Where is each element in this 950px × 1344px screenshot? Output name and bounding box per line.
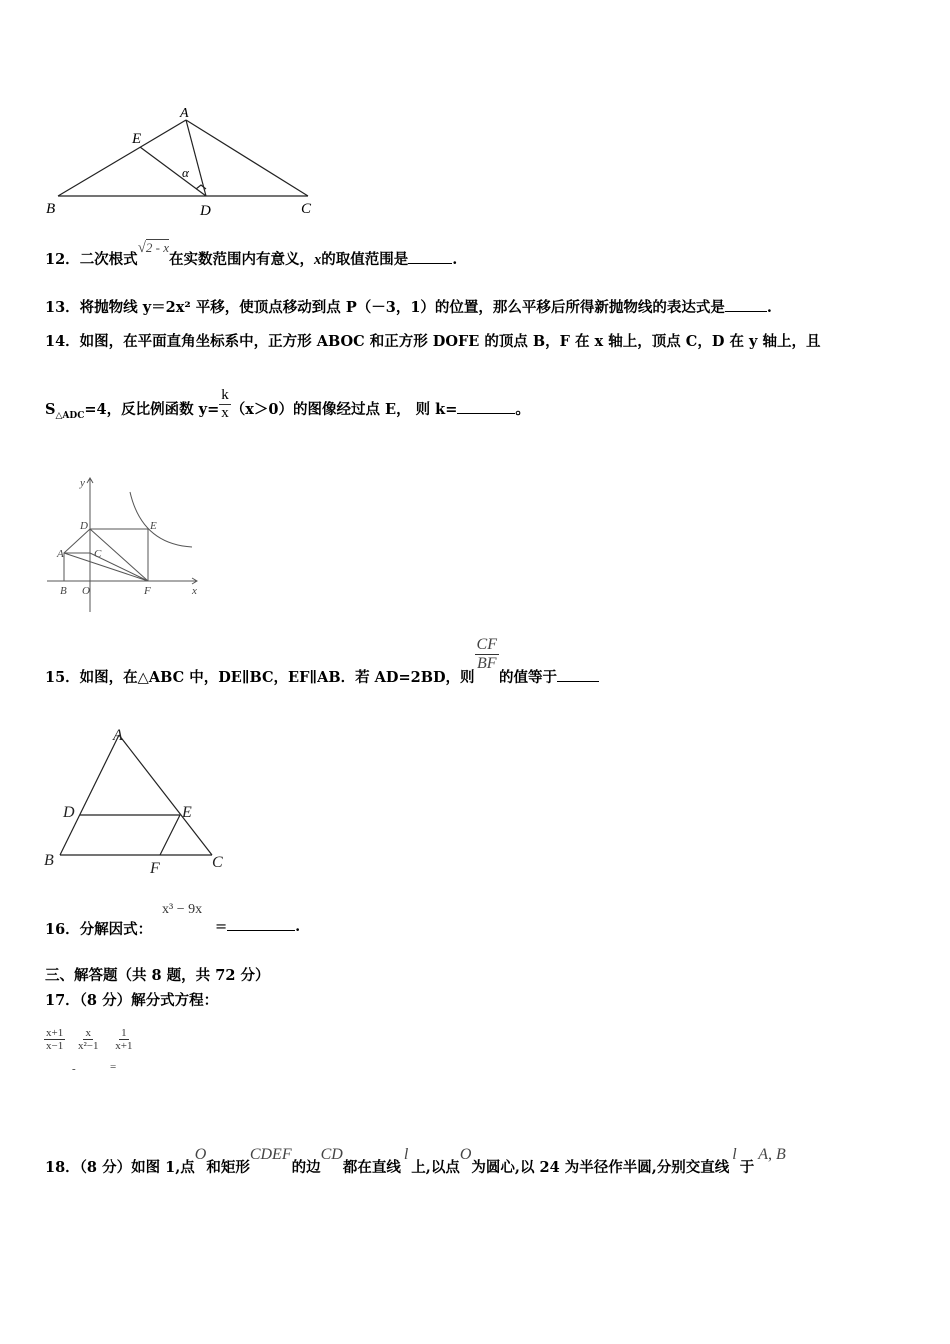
label-O: O bbox=[82, 585, 90, 597]
label-E: E bbox=[150, 520, 157, 532]
question-13: 13．将抛物线 y＝2x² 平移，使顶点移动到点 P（－3，1）的位置，那么平移后所得新抛物线的表达式是 . bbox=[45, 299, 772, 316]
question-15: 15．如图，在△ABC 中，DE∥BC，EF∥AB．若 AD=2BD，则 $\frac{CF}{BF}$ 的值等于 bbox=[45, 636, 599, 672]
label-D: D bbox=[63, 804, 75, 821]
label-A: A bbox=[57, 548, 64, 560]
axis-label-y: y bbox=[80, 477, 85, 489]
question-18: 18．（8 分）如图 1,点O和矩形CDEF的边CD都在直线l上,以点O为圆心,以 24 为半径作半圆,分别交直线l于A, B bbox=[45, 1146, 786, 1176]
axis-label-x: x bbox=[192, 585, 197, 597]
coordinate-figure-q14 bbox=[42, 472, 212, 622]
q16-answer: = . bbox=[215, 918, 301, 935]
answer-blank[interactable] bbox=[557, 669, 599, 682]
label-E: E bbox=[132, 131, 142, 147]
answer-blank[interactable] bbox=[457, 401, 515, 414]
answer-blank[interactable] bbox=[408, 251, 452, 264]
question-14-line1: 14．如图，在平面直角坐标系中，正方形 ABOC 和正方形 DOFE 的顶点 B，F 在 x 轴上，顶点 C，D 在 y 轴上，且 bbox=[45, 333, 821, 350]
label-D: D bbox=[80, 520, 88, 532]
label-E: E bbox=[182, 804, 192, 821]
answer-blank[interactable] bbox=[227, 918, 295, 931]
q17-equation: $\frac{x+1}{x-1}$ $\frac{x}{\text{x²−1}}$ $\frac{1}{x+1}$ bbox=[46, 1027, 133, 1053]
triangle-figure-q11 bbox=[40, 105, 330, 220]
label-A: A bbox=[113, 727, 123, 744]
section-3-title: 三、解答题（共 8 题，共 72 分） bbox=[45, 967, 270, 984]
label-C: C bbox=[301, 201, 312, 217]
question-17: 17．（8 分）解分式方程： bbox=[45, 992, 219, 1009]
label-alpha: α bbox=[182, 165, 189, 180]
question-12: 12．二次根式√2 - x在实数范围内有意义，x的取值范围是 . bbox=[45, 240, 458, 268]
q17-minus: - bbox=[72, 1063, 76, 1075]
label-B: B bbox=[60, 585, 67, 597]
label-A: A bbox=[180, 106, 189, 121]
question-14-line2: $S_{\triangle ADC}=4$，反比例函数 y= $\frac{k}{x}$ （x＞0）的图像经过点 E， 则 k= 。 bbox=[45, 387, 530, 421]
label-C: C bbox=[94, 548, 102, 560]
label-F: F bbox=[144, 585, 151, 597]
q16-expression: x³ − 9x bbox=[162, 902, 203, 917]
triangle-figure-q15 bbox=[40, 725, 240, 880]
label-C: C bbox=[212, 854, 223, 871]
label-B: B bbox=[46, 201, 56, 217]
answer-blank[interactable] bbox=[725, 299, 767, 312]
label-D: D bbox=[200, 203, 211, 219]
q17-equals: = bbox=[110, 1061, 117, 1073]
label-B: B bbox=[44, 852, 54, 869]
question-16: 16．分解因式： bbox=[45, 921, 153, 938]
label-F: F bbox=[150, 860, 160, 877]
